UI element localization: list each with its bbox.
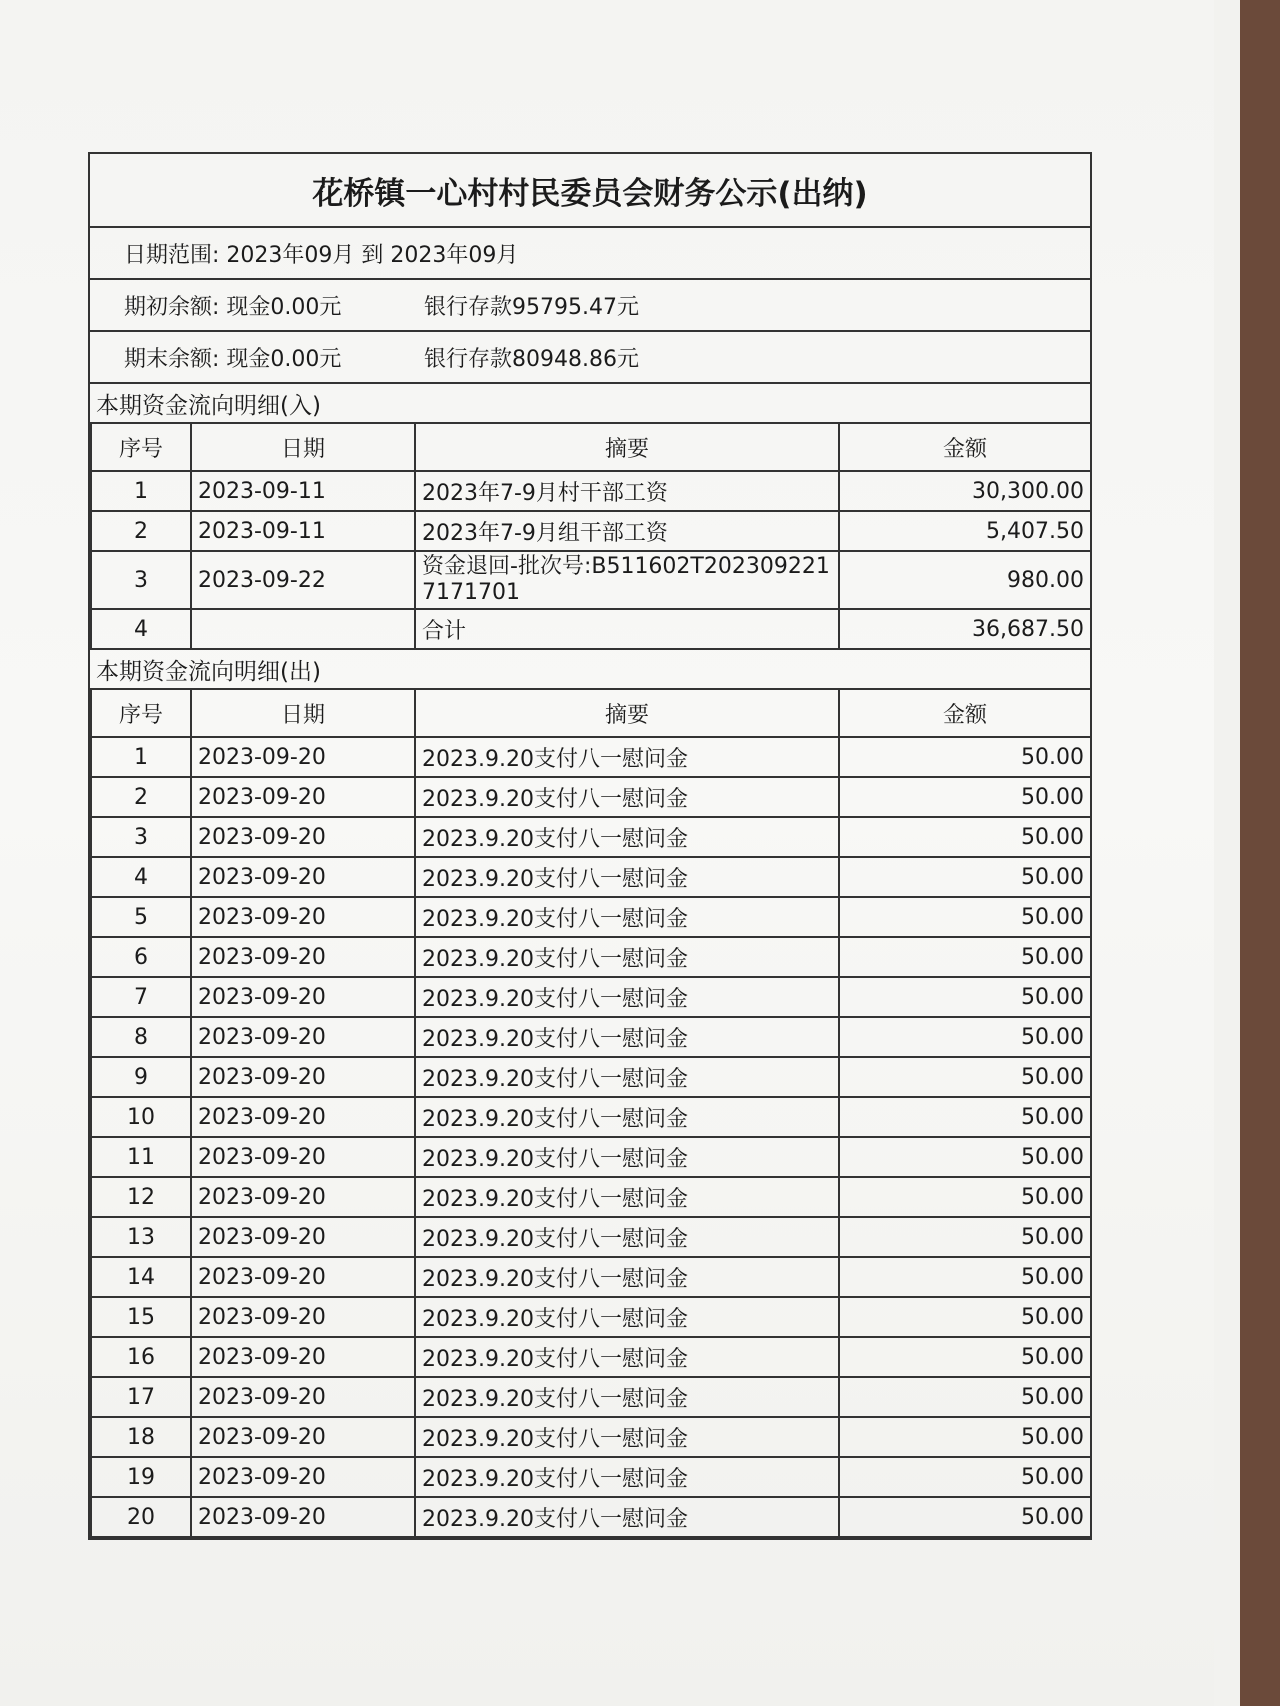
expense-header-date: 日期 (191, 689, 415, 737)
expense-row-13-summary: 2023.9.20支付八一慰问金 (415, 1217, 839, 1257)
income-section-title: 本期资金流向明细(入) (96, 393, 321, 419)
expense-row-3-summary: 2023.9.20支付八一慰问金 (415, 817, 839, 857)
closing-bank: 银行存款80948.86元 (424, 346, 639, 372)
expense-row-2-amount: 50.00 (839, 777, 1091, 817)
expense-row-1-amount: 50.00 (839, 737, 1091, 777)
expense-row-13 (91, 1217, 1091, 1257)
opening-bank: 银行存款95795.47元 (424, 294, 639, 320)
expense-row-18-amount: 50.00 (839, 1417, 1091, 1457)
expense-row-17-amount: 50.00 (839, 1377, 1091, 1417)
expense-row-9-date: 2023-09-20 (191, 1057, 415, 1097)
expense-row-5-date: 2023-09-20 (191, 897, 415, 937)
expense-row-15 (91, 1297, 1091, 1337)
income-row-2-amount: 5,407.50 (839, 511, 1091, 551)
income-row-4-amount: 36,687.50 (839, 609, 1091, 649)
expense-row-9-amount: 50.00 (839, 1057, 1091, 1097)
expense-row-20 (91, 1497, 1091, 1537)
expense-row-3-no: 3 (91, 817, 191, 857)
income-header-amount: 金额 (839, 423, 1091, 471)
income-row-2-no: 2 (91, 511, 191, 551)
income-header-row (91, 423, 1091, 471)
expense-row-10-amount: 50.00 (839, 1097, 1091, 1137)
income-row-4-summary: 合计 (415, 609, 839, 649)
expense-row-2-no: 2 (91, 777, 191, 817)
expense-row-6-no: 6 (91, 937, 191, 977)
expense-row-12-date: 2023-09-20 (191, 1177, 415, 1217)
expense-row-17-date: 2023-09-20 (191, 1377, 415, 1417)
expense-row-17-no: 17 (91, 1377, 191, 1417)
expense-row-16-date: 2023-09-20 (191, 1337, 415, 1377)
income-row-2-date: 2023-09-11 (191, 511, 415, 551)
income-row-1 (91, 471, 1091, 511)
expense-row-10-date: 2023-09-20 (191, 1097, 415, 1137)
date-range-row (90, 228, 1090, 280)
expense-row-20-amount: 50.00 (839, 1497, 1091, 1537)
expense-row-11 (91, 1137, 1091, 1177)
page-title: 花桥镇一心村村民委员会财务公示(出纳) (90, 154, 1090, 228)
expense-row-19-amount: 50.00 (839, 1457, 1091, 1497)
expense-header-summary: 摘要 (415, 689, 839, 737)
expense-row-13-date: 2023-09-20 (191, 1217, 415, 1257)
expense-row-12 (91, 1177, 1091, 1217)
expense-row-4-date: 2023-09-20 (191, 857, 415, 897)
expense-row-6-summary: 2023.9.20支付八一慰问金 (415, 937, 839, 977)
income-row-3-summary: 资金退回-批次号:B511602T2023092217171701 (415, 551, 839, 609)
expense-row-3 (91, 817, 1091, 857)
expense-row-13-no: 13 (91, 1217, 191, 1257)
expense-row-6 (91, 937, 1091, 977)
expense-row-14-summary: 2023.9.20支付八一慰问金 (415, 1257, 839, 1297)
expense-row-7-no: 7 (91, 977, 191, 1017)
income-total-row (91, 609, 1091, 649)
expense-row-19-summary: 2023.9.20支付八一慰问金 (415, 1457, 839, 1497)
closing-cash: 期末余额: 现金0.00元 (124, 346, 342, 372)
expense-row-16-amount: 50.00 (839, 1337, 1091, 1377)
expense-row-15-summary: 2023.9.20支付八一慰问金 (415, 1297, 839, 1337)
expense-row-10 (91, 1097, 1091, 1137)
expense-header-row (91, 689, 1091, 737)
expense-row-5-amount: 50.00 (839, 897, 1091, 937)
expense-row-1 (91, 737, 1091, 777)
expense-table (90, 688, 1092, 1538)
expense-row-4-no: 4 (91, 857, 191, 897)
income-row-1-summary: 2023年7-9月村干部工资 (415, 471, 839, 511)
expense-row-2 (91, 777, 1091, 817)
income-row-4-date (191, 609, 415, 649)
expense-row-8-summary: 2023.9.20支付八一慰问金 (415, 1017, 839, 1057)
expense-row-4 (91, 857, 1091, 897)
expense-row-10-no: 10 (91, 1097, 191, 1137)
expense-row-19-no: 19 (91, 1457, 191, 1497)
income-row-1-date: 2023-09-11 (191, 471, 415, 511)
expense-row-10-summary: 2023.9.20支付八一慰问金 (415, 1097, 839, 1137)
income-row-3-no: 3 (91, 551, 191, 609)
expense-row-17-summary: 2023.9.20支付八一慰问金 (415, 1377, 839, 1417)
expense-section-title: 本期资金流向明细(出) (96, 659, 321, 685)
expense-row-4-summary: 2023.9.20支付八一慰问金 (415, 857, 839, 897)
expense-row-8 (91, 1017, 1091, 1057)
expense-row-9 (91, 1057, 1091, 1097)
expense-row-1-no: 1 (91, 737, 191, 777)
expense-row-17 (91, 1377, 1091, 1417)
expense-row-18-summary: 2023.9.20支付八一慰问金 (415, 1417, 839, 1457)
expense-row-14 (91, 1257, 1091, 1297)
expense-row-14-no: 14 (91, 1257, 191, 1297)
income-row-1-no: 1 (91, 471, 191, 511)
income-row-2 (91, 511, 1091, 551)
expense-row-12-no: 12 (91, 1177, 191, 1217)
expense-row-1-date: 2023-09-20 (191, 737, 415, 777)
expense-row-5-no: 5 (91, 897, 191, 937)
expense-row-20-date: 2023-09-20 (191, 1497, 415, 1537)
expense-row-8-date: 2023-09-20 (191, 1017, 415, 1057)
date-range: 日期范围: 2023年09月 到 2023年09月 (124, 242, 519, 268)
income-row-1-amount: 30,300.00 (839, 471, 1091, 511)
expense-row-7-amount: 50.00 (839, 977, 1091, 1017)
expense-row-4-amount: 50.00 (839, 857, 1091, 897)
expense-row-16-no: 16 (91, 1337, 191, 1377)
expense-row-8-amount: 50.00 (839, 1017, 1091, 1057)
expense-row-16-summary: 2023.9.20支付八一慰问金 (415, 1337, 839, 1377)
expense-row-18-no: 18 (91, 1417, 191, 1457)
expense-row-12-amount: 50.00 (839, 1177, 1091, 1217)
expense-row-11-amount: 50.00 (839, 1137, 1091, 1177)
expense-row-15-amount: 50.00 (839, 1297, 1091, 1337)
expense-row-6-amount: 50.00 (839, 937, 1091, 977)
expense-row-9-summary: 2023.9.20支付八一慰问金 (415, 1057, 839, 1097)
expense-row-2-date: 2023-09-20 (191, 777, 415, 817)
income-row-4-no: 4 (91, 609, 191, 649)
expense-header-no: 序号 (91, 689, 191, 737)
expense-row-6-date: 2023-09-20 (191, 937, 415, 977)
expense-row-2-summary: 2023.9.20支付八一慰问金 (415, 777, 839, 817)
expense-row-3-date: 2023-09-20 (191, 817, 415, 857)
finance-disclosure-sheet (88, 152, 1092, 1540)
expense-header-amount: 金额 (839, 689, 1091, 737)
income-table (90, 422, 1092, 650)
expense-row-11-no: 11 (91, 1137, 191, 1177)
expense-row-15-date: 2023-09-20 (191, 1297, 415, 1337)
expense-row-8-no: 8 (91, 1017, 191, 1057)
expense-row-1-summary: 2023.9.20支付八一慰问金 (415, 737, 839, 777)
expense-row-7-summary: 2023.9.20支付八一慰问金 (415, 977, 839, 1017)
income-header-no: 序号 (91, 423, 191, 471)
expense-row-20-no: 20 (91, 1497, 191, 1537)
income-header-summary: 摘要 (415, 423, 839, 471)
income-row-2-summary: 2023年7-9月组干部工资 (415, 511, 839, 551)
expense-row-9-no: 9 (91, 1057, 191, 1097)
expense-row-19-date: 2023-09-20 (191, 1457, 415, 1497)
expense-row-20-summary: 2023.9.20支付八一慰问金 (415, 1497, 839, 1537)
expense-row-11-date: 2023-09-20 (191, 1137, 415, 1177)
expense-row-7 (91, 977, 1091, 1017)
income-header-date: 日期 (191, 423, 415, 471)
expense-row-11-summary: 2023.9.20支付八一慰问金 (415, 1137, 839, 1177)
expense-row-3-amount: 50.00 (839, 817, 1091, 857)
opening-balance-row (90, 280, 1090, 332)
expense-row-16 (91, 1337, 1091, 1377)
expense-row-5-summary: 2023.9.20支付八一慰问金 (415, 897, 839, 937)
income-row-3-amount: 980.00 (839, 551, 1091, 609)
opening-cash: 期初余额: 现金0.00元 (124, 294, 342, 320)
income-row-3-date: 2023-09-22 (191, 551, 415, 609)
expense-row-12-summary: 2023.9.20支付八一慰问金 (415, 1177, 839, 1217)
expense-row-15-no: 15 (91, 1297, 191, 1337)
expense-row-18 (91, 1417, 1091, 1457)
expense-row-18-date: 2023-09-20 (191, 1417, 415, 1457)
closing-balance-row (90, 332, 1090, 384)
expense-row-14-date: 2023-09-20 (191, 1257, 415, 1297)
expense-row-14-amount: 50.00 (839, 1257, 1091, 1297)
expense-row-5 (91, 897, 1091, 937)
expense-row-13-amount: 50.00 (839, 1217, 1091, 1257)
expense-row-7-date: 2023-09-20 (191, 977, 415, 1017)
income-row-3 (91, 551, 1091, 609)
expense-row-19 (91, 1457, 1091, 1497)
